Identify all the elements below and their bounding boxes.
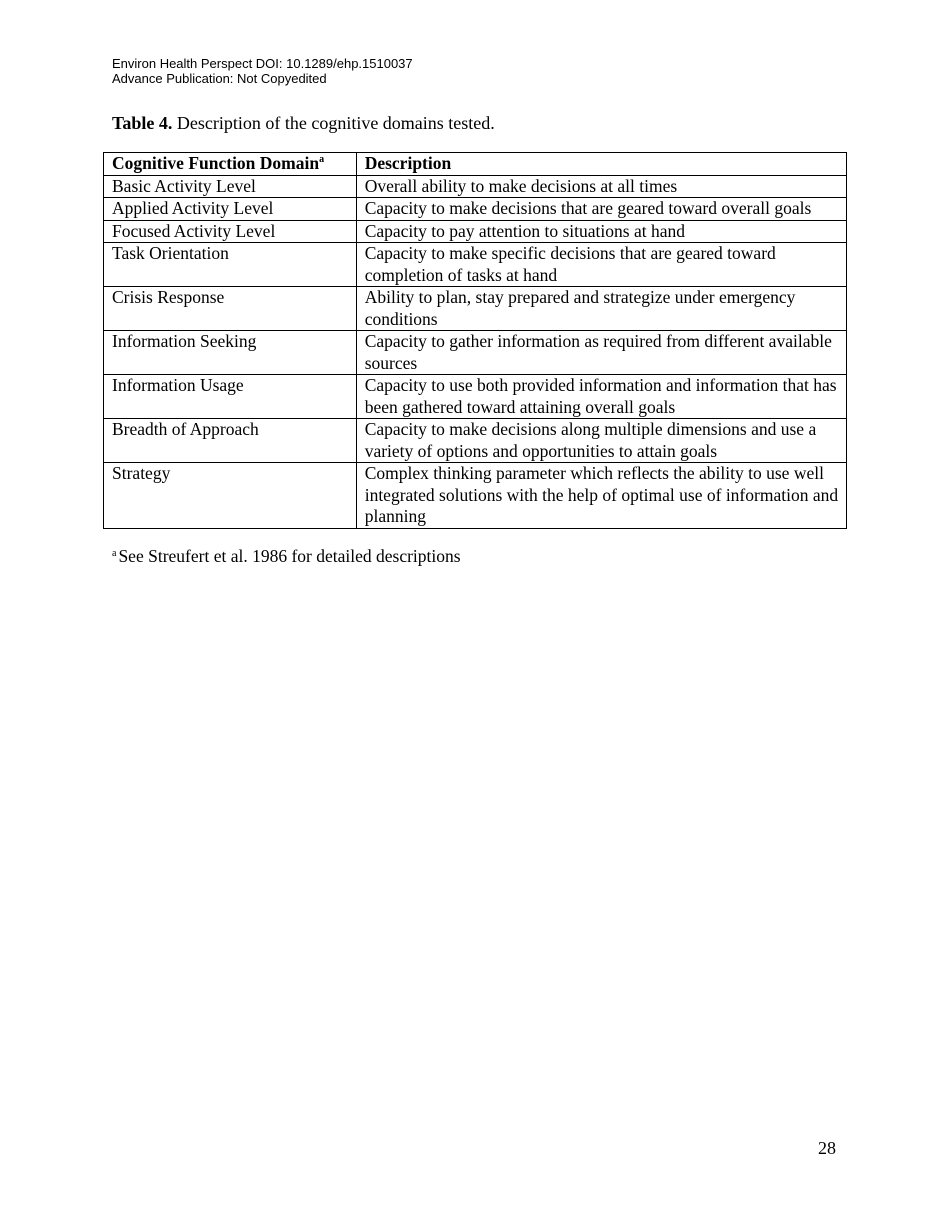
header-status-line: Advance Publication: Not Copyedited bbox=[112, 71, 327, 86]
domain-cell: Breadth of Approach bbox=[104, 419, 357, 463]
table-row bbox=[104, 175, 847, 198]
description-cell: Capacity to make decisions along multiple dimensions and use a variety of options and opportunities to attain goals bbox=[356, 419, 846, 463]
cognitive-domains-table bbox=[103, 152, 847, 529]
table-row bbox=[104, 198, 847, 221]
table-caption-label: Table 4. bbox=[112, 113, 173, 133]
description-cell: Capacity to pay attention to situations at hand bbox=[356, 220, 846, 243]
footnote-text: See Streufert et al. 1986 for detailed descriptions bbox=[118, 546, 461, 566]
table-header-row bbox=[104, 153, 847, 176]
page-number: 28 bbox=[818, 1138, 836, 1158]
footnote-marker: a bbox=[112, 548, 117, 559]
description-cell: Capacity to gather information as required from different available sources bbox=[356, 331, 846, 375]
running-header bbox=[112, 56, 413, 86]
domain-cell: Focused Activity Level bbox=[104, 220, 357, 243]
domain-cell: Task Orientation bbox=[104, 243, 357, 287]
domain-cell: Basic Activity Level bbox=[104, 175, 357, 198]
table-row bbox=[104, 419, 847, 463]
table-caption bbox=[112, 112, 495, 134]
description-cell: Capacity to use both provided information and information that has been gathered toward attaining overall goals bbox=[356, 375, 846, 419]
description-cell: Capacity to make specific decisions that are geared toward completion of tasks at hand bbox=[356, 243, 846, 287]
domain-cell: Strategy bbox=[104, 463, 357, 529]
table-row bbox=[104, 331, 847, 375]
domain-cell: Information Seeking bbox=[104, 331, 357, 375]
domain-cell: Information Usage bbox=[104, 375, 357, 419]
column-header-footnote-marker: a bbox=[319, 154, 325, 165]
description-cell: Complex thinking parameter which reflects the ability to use well integrated solutions with the help of optimal use of information and planning bbox=[356, 463, 846, 529]
table-row bbox=[104, 375, 847, 419]
domain-cell: Applied Activity Level bbox=[104, 198, 357, 221]
table-row bbox=[104, 220, 847, 243]
table-row bbox=[104, 243, 847, 287]
column-header-description: Description bbox=[356, 153, 846, 176]
column-header-domain-text: Cognitive Function Domain bbox=[112, 153, 320, 173]
table-footnote bbox=[112, 546, 461, 567]
column-header-domain bbox=[104, 153, 357, 176]
header-doi-line: Environ Health Perspect DOI: 10.1289/ehp.1510037 bbox=[112, 56, 413, 71]
table-row bbox=[104, 287, 847, 331]
domain-cell: Crisis Response bbox=[104, 287, 357, 331]
table-row bbox=[104, 463, 847, 529]
description-cell: Capacity to make decisions that are geared toward overall goals bbox=[356, 198, 846, 221]
description-cell: Ability to plan, stay prepared and strategize under emergency conditions bbox=[356, 287, 846, 331]
description-cell: Overall ability to make decisions at all times bbox=[356, 175, 846, 198]
table-caption-text: Description of the cognitive domains tested. bbox=[172, 113, 495, 133]
